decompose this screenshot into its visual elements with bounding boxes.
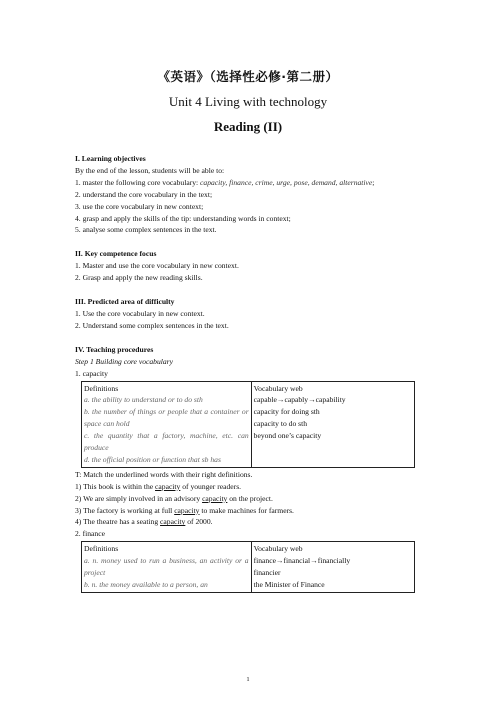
objective-item: 3. use the core vocabulary in new context; bbox=[75, 201, 204, 211]
vocabulary-web-cell bbox=[251, 381, 414, 467]
finance-vocab-table bbox=[81, 541, 415, 593]
section-heading-objectives: I. Learning objectives bbox=[75, 154, 146, 163]
definition-a: a. the ability to understand or to do sth bbox=[84, 395, 203, 405]
sentence-text: 2) We are simply involved in an advisory bbox=[75, 493, 203, 503]
lesson-title: Reading (II) bbox=[213, 119, 283, 134]
definitions-cell bbox=[82, 381, 252, 467]
definitions-cell bbox=[82, 542, 252, 593]
example-sentence bbox=[75, 505, 425, 517]
vocabulary-web-item: the Minister of Finance bbox=[253, 580, 325, 589]
objectives-intro: By the end of the lesson, students will be able to: bbox=[75, 165, 225, 175]
objective-item: 2. understand the core vocabulary in the text; bbox=[75, 189, 213, 199]
objective-suffix: ; bbox=[372, 177, 375, 187]
unit-title: Unit 4 Living with technology bbox=[168, 94, 328, 109]
definitions-header: Definitions bbox=[84, 544, 119, 554]
vocabulary-web-item: finance→financial→financially bbox=[253, 556, 351, 566]
lesson-body bbox=[75, 153, 425, 594]
underlined-word: capacity bbox=[174, 505, 200, 515]
difficulty-item: 2. Understand some complex sentences in the text. bbox=[75, 320, 229, 330]
section-heading-competence: II. Key competence focus bbox=[75, 249, 157, 259]
underlined-word: capacity bbox=[160, 517, 186, 527]
competence-item: 2. Grasp and apply the new reading skills. bbox=[75, 273, 203, 283]
objective-item: 5. analyse some complex sentences in the text. bbox=[75, 225, 217, 235]
match-instruction: T: Match the underlined words with their right definitions. bbox=[75, 469, 253, 479]
sentence-text: 4) The theatre has a seating bbox=[75, 517, 161, 527]
sentence-text: to make machines for farmers. bbox=[199, 505, 294, 515]
section-heading-difficulty: III. Predicted area of difficulty bbox=[75, 297, 175, 307]
definition-c: c. the quantity that a factory, machine, etc. can produce bbox=[84, 431, 249, 453]
vocabulary-web-header: Vocabulary web bbox=[253, 544, 303, 554]
definition-b: b. the number of things or people that a container or space can hold bbox=[84, 407, 249, 429]
vocabulary-web-header: Vocabulary web bbox=[253, 383, 303, 393]
core-vocabulary-list: capacity, finance, crime, urge, pose, demand, alternative bbox=[200, 177, 373, 187]
vocabulary-web-item: capacity for doing sth bbox=[253, 407, 320, 417]
book-title: 《英语》（选择性必修·第二册） bbox=[157, 69, 339, 84]
step-heading: Step 1 Building core vocabulary bbox=[75, 356, 173, 366]
vocabulary-web-item: capacity to do sth bbox=[253, 419, 308, 429]
vocabulary-web-cell bbox=[251, 542, 414, 593]
vocabulary-web-item: capable→capably→capability bbox=[253, 395, 346, 405]
sentence-text: of 2000. bbox=[185, 517, 213, 527]
definition-a: a. n. money used to run a business, an activity or a project bbox=[84, 556, 249, 578]
sentence-text: 3) The factory is working at full bbox=[75, 505, 175, 515]
example-sentence bbox=[75, 516, 425, 528]
definitions-header: Definitions bbox=[84, 383, 119, 393]
sentence-text: 1) This book is within the bbox=[75, 481, 156, 491]
definition-d: d. the official position or function that sb has bbox=[84, 454, 221, 464]
example-sentence bbox=[75, 493, 425, 505]
vocabulary-web-item: financier bbox=[253, 568, 281, 578]
objective-item: 4. grasp and apply the skills of the tip: understanding words in context; bbox=[75, 213, 291, 223]
underlined-word: capacity bbox=[202, 493, 228, 503]
vocabulary-web-item: beyond one’s capacity bbox=[253, 431, 322, 441]
example-sentence bbox=[75, 481, 425, 493]
underlined-word: capacity bbox=[155, 481, 181, 491]
capacity-vocab-table bbox=[81, 381, 415, 468]
competence-item: 1. Master and use the core vocabulary in new context. bbox=[75, 261, 239, 271]
objective-item bbox=[75, 177, 425, 189]
page-number: 1 bbox=[246, 676, 250, 683]
objective-text: 1. master the following core vocabulary: bbox=[75, 177, 201, 187]
sentence-text: of younger readers. bbox=[180, 481, 242, 491]
difficulty-item: 1. Use the core vocabulary in new context. bbox=[75, 308, 205, 318]
vocab-word-label: 2. finance bbox=[75, 529, 105, 539]
vocab-word-label: 1. capacity bbox=[75, 368, 108, 378]
sentence-text: on the project. bbox=[227, 493, 273, 503]
definition-b: b. n. the money available to a person, an bbox=[84, 580, 208, 589]
section-heading-procedures: IV. Teaching procedures bbox=[75, 344, 154, 354]
